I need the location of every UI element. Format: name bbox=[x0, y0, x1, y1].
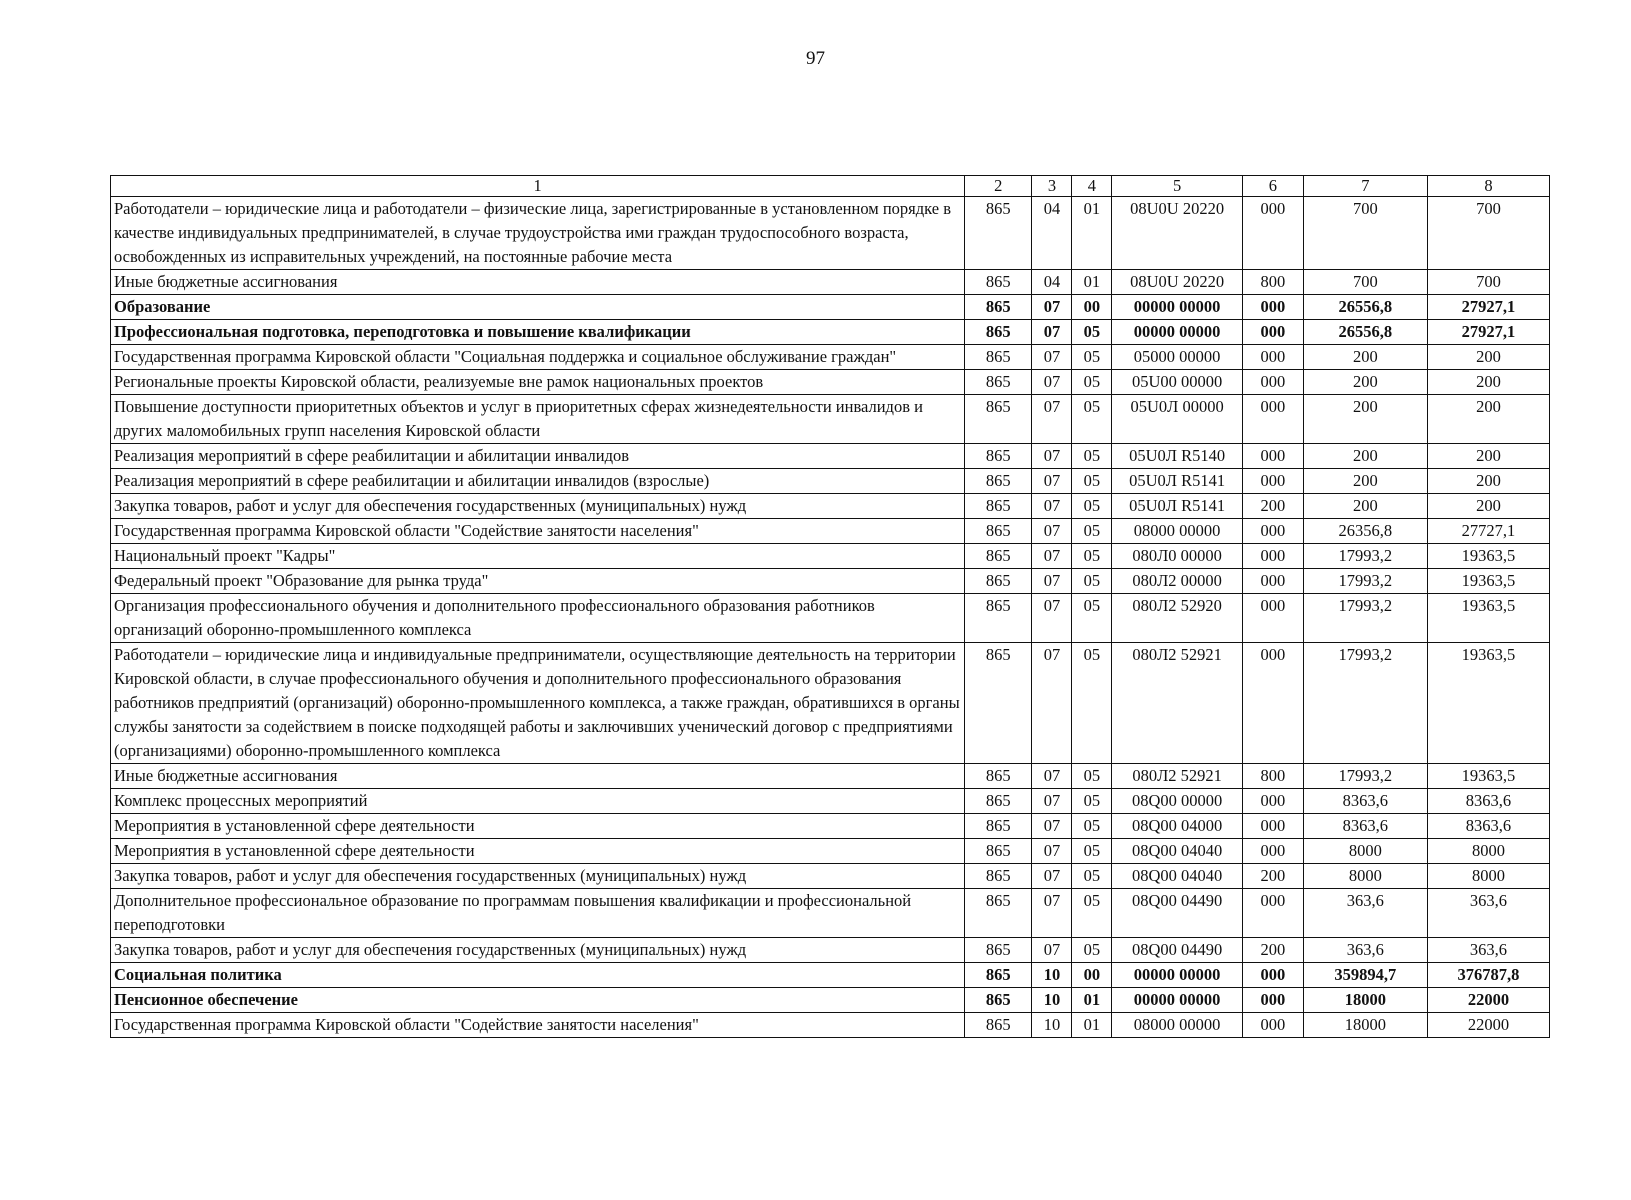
column-4-cell: 05 bbox=[1072, 889, 1112, 938]
amount-column-8-cell: 8363,6 bbox=[1427, 789, 1549, 814]
table-row bbox=[111, 988, 1550, 1013]
table-row bbox=[111, 494, 1550, 519]
column-2-cell: 865 bbox=[965, 594, 1032, 643]
column-4-cell: 05 bbox=[1072, 789, 1112, 814]
row-name-cell: Мероприятия в установленной сфере деятельности bbox=[111, 814, 965, 839]
column-2-cell: 865 bbox=[965, 270, 1032, 295]
table-row bbox=[111, 789, 1550, 814]
column-5-cell: 05U00 00000 bbox=[1112, 370, 1242, 395]
row-name-cell: Региональные проекты Кировской области, реализуемые вне рамок национальных проектов bbox=[111, 370, 965, 395]
column-4-cell: 05 bbox=[1072, 864, 1112, 889]
row-name-cell: Иные бюджетные ассигнования bbox=[111, 270, 965, 295]
table-row bbox=[111, 270, 1550, 295]
amount-column-7-cell: 200 bbox=[1303, 469, 1427, 494]
column-6-cell: 000 bbox=[1242, 320, 1303, 345]
amount-column-8-cell: 363,6 bbox=[1427, 938, 1549, 963]
amount-column-7-cell: 18000 bbox=[1303, 1013, 1427, 1038]
amount-column-8-cell: 19363,5 bbox=[1427, 594, 1549, 643]
header-cell: 5 bbox=[1112, 176, 1242, 197]
column-3-cell: 10 bbox=[1032, 963, 1072, 988]
amount-column-7-cell: 26356,8 bbox=[1303, 519, 1427, 544]
column-4-cell: 05 bbox=[1072, 814, 1112, 839]
column-5-cell: 08Q00 04000 bbox=[1112, 814, 1242, 839]
column-5-cell: 00000 00000 bbox=[1112, 320, 1242, 345]
row-name-cell: Реализация мероприятий в сфере реабилитации и абилитации инвалидов (взрослые) bbox=[111, 469, 965, 494]
row-name-cell: Дополнительное профессиональное образование по программам повышения квалификации и профессиональной переподготовки bbox=[111, 889, 965, 938]
column-3-cell: 10 bbox=[1032, 1013, 1072, 1038]
amount-column-7-cell: 200 bbox=[1303, 494, 1427, 519]
table-row bbox=[111, 569, 1550, 594]
amount-column-8-cell: 22000 bbox=[1427, 1013, 1549, 1038]
column-2-cell: 865 bbox=[965, 963, 1032, 988]
column-5-cell: 080Л2 52921 bbox=[1112, 764, 1242, 789]
column-5-cell: 08U0U 20220 bbox=[1112, 270, 1242, 295]
column-6-cell: 000 bbox=[1242, 544, 1303, 569]
amount-column-8-cell: 19363,5 bbox=[1427, 569, 1549, 594]
row-name-cell: Реализация мероприятий в сфере реабилитации и абилитации инвалидов bbox=[111, 444, 965, 469]
column-6-cell: 000 bbox=[1242, 519, 1303, 544]
column-3-cell: 07 bbox=[1032, 519, 1072, 544]
column-5-cell: 05000 00000 bbox=[1112, 345, 1242, 370]
row-name-cell: Государственная программа Кировской области "Содействие занятости населения" bbox=[111, 519, 965, 544]
amount-column-8-cell: 8363,6 bbox=[1427, 814, 1549, 839]
amount-column-8-cell: 200 bbox=[1427, 494, 1549, 519]
table-row bbox=[111, 594, 1550, 643]
column-4-cell: 05 bbox=[1072, 839, 1112, 864]
table-row bbox=[111, 469, 1550, 494]
column-3-cell: 07 bbox=[1032, 345, 1072, 370]
column-3-cell: 07 bbox=[1032, 395, 1072, 444]
column-4-cell: 05 bbox=[1072, 569, 1112, 594]
column-2-cell: 865 bbox=[965, 643, 1032, 764]
column-6-cell: 000 bbox=[1242, 469, 1303, 494]
column-5-cell: 00000 00000 bbox=[1112, 295, 1242, 320]
table-row bbox=[111, 444, 1550, 469]
amount-column-8-cell: 22000 bbox=[1427, 988, 1549, 1013]
column-6-cell: 800 bbox=[1242, 764, 1303, 789]
amount-column-8-cell: 376787,8 bbox=[1427, 963, 1549, 988]
column-6-cell: 000 bbox=[1242, 295, 1303, 320]
amount-column-7-cell: 18000 bbox=[1303, 988, 1427, 1013]
table-row bbox=[111, 295, 1550, 320]
amount-column-8-cell: 8000 bbox=[1427, 864, 1549, 889]
amount-column-8-cell: 200 bbox=[1427, 370, 1549, 395]
column-3-cell: 07 bbox=[1032, 889, 1072, 938]
row-name-cell: Мероприятия в установленной сфере деятельности bbox=[111, 839, 965, 864]
table-row bbox=[111, 519, 1550, 544]
column-5-cell: 08Q00 04040 bbox=[1112, 864, 1242, 889]
row-name-cell: Работодатели – юридические лица и работодатели – физические лица, зарегистрированные в установленном порядке в качестве индивидуальных предпринимателей, в случае трудоустройства ими граждан трудоспособного возраста, освобожденных из исправительных учреждений, на постоянные рабочие места bbox=[111, 197, 965, 270]
amount-column-7-cell: 200 bbox=[1303, 345, 1427, 370]
column-2-cell: 865 bbox=[965, 494, 1032, 519]
column-6-cell: 000 bbox=[1242, 963, 1303, 988]
column-3-cell: 07 bbox=[1032, 494, 1072, 519]
column-3-cell: 10 bbox=[1032, 988, 1072, 1013]
column-4-cell: 05 bbox=[1072, 938, 1112, 963]
column-2-cell: 865 bbox=[965, 938, 1032, 963]
table-row bbox=[111, 864, 1550, 889]
amount-column-7-cell: 700 bbox=[1303, 270, 1427, 295]
header-cell: 3 bbox=[1032, 176, 1072, 197]
column-6-cell: 000 bbox=[1242, 988, 1303, 1013]
column-6-cell: 000 bbox=[1242, 814, 1303, 839]
header-cell: 4 bbox=[1072, 176, 1112, 197]
table-row bbox=[111, 938, 1550, 963]
column-4-cell: 05 bbox=[1072, 594, 1112, 643]
column-6-cell: 000 bbox=[1242, 1013, 1303, 1038]
row-name-cell: Организация профессионального обучения и дополнительного профессионального образования работников организаций оборонно-промышленного комплекса bbox=[111, 594, 965, 643]
amount-column-7-cell: 200 bbox=[1303, 370, 1427, 395]
table-body bbox=[111, 197, 1550, 1038]
column-3-cell: 07 bbox=[1032, 444, 1072, 469]
column-2-cell: 865 bbox=[965, 764, 1032, 789]
amount-column-7-cell: 200 bbox=[1303, 444, 1427, 469]
row-name-cell: Комплекс процессных мероприятий bbox=[111, 789, 965, 814]
amount-column-8-cell: 19363,5 bbox=[1427, 643, 1549, 764]
column-4-cell: 01 bbox=[1072, 197, 1112, 270]
column-2-cell: 865 bbox=[965, 1013, 1032, 1038]
row-name-cell: Федеральный проект "Образование для рынка труда" bbox=[111, 569, 965, 594]
amount-column-8-cell: 200 bbox=[1427, 469, 1549, 494]
column-3-cell: 07 bbox=[1032, 764, 1072, 789]
amount-column-7-cell: 200 bbox=[1303, 395, 1427, 444]
amount-column-8-cell: 27927,1 bbox=[1427, 320, 1549, 345]
amount-column-8-cell: 200 bbox=[1427, 345, 1549, 370]
column-2-cell: 865 bbox=[965, 197, 1032, 270]
header-cell: 8 bbox=[1427, 176, 1549, 197]
table-row bbox=[111, 197, 1550, 270]
row-name-cell: Государственная программа Кировской области "Содействие занятости населения" bbox=[111, 1013, 965, 1038]
column-4-cell: 01 bbox=[1072, 988, 1112, 1013]
column-4-cell: 05 bbox=[1072, 519, 1112, 544]
amount-column-8-cell: 700 bbox=[1427, 270, 1549, 295]
column-6-cell: 000 bbox=[1242, 395, 1303, 444]
amount-column-7-cell: 17993,2 bbox=[1303, 544, 1427, 569]
column-2-cell: 865 bbox=[965, 370, 1032, 395]
amount-column-7-cell: 17993,2 bbox=[1303, 594, 1427, 643]
column-3-cell: 04 bbox=[1032, 197, 1072, 270]
column-2-cell: 865 bbox=[965, 569, 1032, 594]
column-6-cell: 000 bbox=[1242, 889, 1303, 938]
column-3-cell: 07 bbox=[1032, 643, 1072, 764]
column-2-cell: 865 bbox=[965, 295, 1032, 320]
column-5-cell: 08000 00000 bbox=[1112, 1013, 1242, 1038]
table-row bbox=[111, 963, 1550, 988]
column-4-cell: 05 bbox=[1072, 444, 1112, 469]
column-2-cell: 865 bbox=[965, 864, 1032, 889]
column-5-cell: 08Q00 04040 bbox=[1112, 839, 1242, 864]
column-6-cell: 000 bbox=[1242, 789, 1303, 814]
column-6-cell: 200 bbox=[1242, 938, 1303, 963]
amount-column-7-cell: 8000 bbox=[1303, 839, 1427, 864]
amount-column-8-cell: 200 bbox=[1427, 444, 1549, 469]
column-2-cell: 865 bbox=[965, 519, 1032, 544]
column-3-cell: 07 bbox=[1032, 839, 1072, 864]
table-row bbox=[111, 395, 1550, 444]
amount-column-7-cell: 8363,6 bbox=[1303, 814, 1427, 839]
table-row bbox=[111, 544, 1550, 569]
table-row bbox=[111, 320, 1550, 345]
column-5-cell: 080Л2 52921 bbox=[1112, 643, 1242, 764]
column-6-cell: 000 bbox=[1242, 197, 1303, 270]
column-4-cell: 05 bbox=[1072, 643, 1112, 764]
header-cell: 2 bbox=[965, 176, 1032, 197]
row-name-cell: Государственная программа Кировской области "Социальная поддержка и социальное обслуживание граждан" bbox=[111, 345, 965, 370]
column-5-cell: 080Л0 00000 bbox=[1112, 544, 1242, 569]
amount-column-8-cell: 700 bbox=[1427, 197, 1549, 270]
column-2-cell: 865 bbox=[965, 345, 1032, 370]
column-6-cell: 000 bbox=[1242, 345, 1303, 370]
column-3-cell: 07 bbox=[1032, 569, 1072, 594]
column-3-cell: 07 bbox=[1032, 469, 1072, 494]
amount-column-7-cell: 8000 bbox=[1303, 864, 1427, 889]
page-number: 97 bbox=[806, 48, 825, 69]
column-6-cell: 000 bbox=[1242, 839, 1303, 864]
column-6-cell: 000 bbox=[1242, 594, 1303, 643]
table-row bbox=[111, 345, 1550, 370]
column-6-cell: 200 bbox=[1242, 864, 1303, 889]
column-4-cell: 05 bbox=[1072, 494, 1112, 519]
column-4-cell: 05 bbox=[1072, 320, 1112, 345]
row-name-cell: Образование bbox=[111, 295, 965, 320]
table-row bbox=[111, 764, 1550, 789]
column-4-cell: 01 bbox=[1072, 270, 1112, 295]
amount-column-8-cell: 200 bbox=[1427, 395, 1549, 444]
table-row bbox=[111, 1013, 1550, 1038]
row-name-cell: Закупка товаров, работ и услуг для обеспечения государственных (муниципальных) нужд bbox=[111, 938, 965, 963]
column-3-cell: 07 bbox=[1032, 789, 1072, 814]
header-cell: 6 bbox=[1242, 176, 1303, 197]
column-3-cell: 07 bbox=[1032, 938, 1072, 963]
row-name-cell: Повышение доступности приоритетных объектов и услуг в приоритетных сферах жизнедеятельности инвалидов и других маломобильных групп населения Кировской области bbox=[111, 395, 965, 444]
row-name-cell: Социальная политика bbox=[111, 963, 965, 988]
table-row bbox=[111, 370, 1550, 395]
column-4-cell: 00 bbox=[1072, 963, 1112, 988]
column-4-cell: 05 bbox=[1072, 370, 1112, 395]
row-name-cell: Пенсионное обеспечение bbox=[111, 988, 965, 1013]
column-4-cell: 05 bbox=[1072, 395, 1112, 444]
amount-column-8-cell: 27727,1 bbox=[1427, 519, 1549, 544]
column-5-cell: 00000 00000 bbox=[1112, 988, 1242, 1013]
column-3-cell: 07 bbox=[1032, 544, 1072, 569]
amount-column-7-cell: 17993,2 bbox=[1303, 764, 1427, 789]
column-5-cell: 05U0Л R5140 bbox=[1112, 444, 1242, 469]
column-5-cell: 05U0Л R5141 bbox=[1112, 469, 1242, 494]
row-name-cell: Закупка товаров, работ и услуг для обеспечения государственных (муниципальных) нужд bbox=[111, 494, 965, 519]
row-name-cell: Профессиональная подготовка, переподготовка и повышение квалификации bbox=[111, 320, 965, 345]
column-5-cell: 080Л2 52920 bbox=[1112, 594, 1242, 643]
column-5-cell: 00000 00000 bbox=[1112, 963, 1242, 988]
column-5-cell: 08000 00000 bbox=[1112, 519, 1242, 544]
amount-column-7-cell: 26556,8 bbox=[1303, 320, 1427, 345]
column-6-cell: 800 bbox=[1242, 270, 1303, 295]
header-cell: 1 bbox=[111, 176, 965, 197]
column-3-cell: 07 bbox=[1032, 320, 1072, 345]
column-3-cell: 07 bbox=[1032, 295, 1072, 320]
amount-column-7-cell: 363,6 bbox=[1303, 938, 1427, 963]
column-5-cell: 080Л2 00000 bbox=[1112, 569, 1242, 594]
column-6-cell: 200 bbox=[1242, 494, 1303, 519]
budget-table bbox=[110, 175, 1550, 1038]
column-5-cell: 08Q00 04490 bbox=[1112, 938, 1242, 963]
amount-column-8-cell: 8000 bbox=[1427, 839, 1549, 864]
header-row bbox=[111, 176, 1550, 197]
column-3-cell: 07 bbox=[1032, 594, 1072, 643]
amount-column-7-cell: 17993,2 bbox=[1303, 569, 1427, 594]
amount-column-7-cell: 26556,8 bbox=[1303, 295, 1427, 320]
row-name-cell: Иные бюджетные ассигнования bbox=[111, 764, 965, 789]
amount-column-7-cell: 363,6 bbox=[1303, 889, 1427, 938]
column-2-cell: 865 bbox=[965, 789, 1032, 814]
amount-column-7-cell: 359894,7 bbox=[1303, 963, 1427, 988]
amount-column-7-cell: 700 bbox=[1303, 197, 1427, 270]
column-5-cell: 05U0Л R5141 bbox=[1112, 494, 1242, 519]
column-4-cell: 05 bbox=[1072, 345, 1112, 370]
column-3-cell: 07 bbox=[1032, 370, 1072, 395]
column-4-cell: 05 bbox=[1072, 469, 1112, 494]
header-cell: 7 bbox=[1303, 176, 1427, 197]
amount-column-8-cell: 363,6 bbox=[1427, 889, 1549, 938]
column-3-cell: 07 bbox=[1032, 864, 1072, 889]
column-4-cell: 05 bbox=[1072, 544, 1112, 569]
amount-column-8-cell: 27927,1 bbox=[1427, 295, 1549, 320]
column-5-cell: 08Q00 00000 bbox=[1112, 789, 1242, 814]
column-2-cell: 865 bbox=[965, 814, 1032, 839]
column-4-cell: 01 bbox=[1072, 1013, 1112, 1038]
table-row bbox=[111, 643, 1550, 764]
row-name-cell: Закупка товаров, работ и услуг для обеспечения государственных (муниципальных) нужд bbox=[111, 864, 965, 889]
column-5-cell: 08Q00 04490 bbox=[1112, 889, 1242, 938]
column-2-cell: 865 bbox=[965, 395, 1032, 444]
table-row bbox=[111, 839, 1550, 864]
column-2-cell: 865 bbox=[965, 988, 1032, 1013]
table-row bbox=[111, 889, 1550, 938]
column-6-cell: 000 bbox=[1242, 444, 1303, 469]
row-name-cell: Национальный проект "Кадры" bbox=[111, 544, 965, 569]
row-name-cell: Работодатели – юридические лица и индивидуальные предприниматели, осуществляющие деятельность на территории Кировской области, в случае профессионального обучения и дополнительного профессионального образования работников предприятий (организаций) оборонно-промышленного комплекса, а также граждан, обратившихся в органы службы занятости за содействием в поиске подходящей работы и заключивших ученический договор с предприятиями (организациями) оборонно-промышленного комплекса bbox=[111, 643, 965, 764]
column-6-cell: 000 bbox=[1242, 370, 1303, 395]
column-2-cell: 865 bbox=[965, 469, 1032, 494]
column-2-cell: 865 bbox=[965, 544, 1032, 569]
column-6-cell: 000 bbox=[1242, 643, 1303, 764]
amount-column-8-cell: 19363,5 bbox=[1427, 764, 1549, 789]
column-5-cell: 08U0U 20220 bbox=[1112, 197, 1242, 270]
column-4-cell: 00 bbox=[1072, 295, 1112, 320]
column-3-cell: 04 bbox=[1032, 270, 1072, 295]
column-4-cell: 05 bbox=[1072, 764, 1112, 789]
column-2-cell: 865 bbox=[965, 320, 1032, 345]
amount-column-8-cell: 19363,5 bbox=[1427, 544, 1549, 569]
column-3-cell: 07 bbox=[1032, 814, 1072, 839]
amount-column-7-cell: 17993,2 bbox=[1303, 643, 1427, 764]
amount-column-7-cell: 8363,6 bbox=[1303, 789, 1427, 814]
column-6-cell: 000 bbox=[1242, 569, 1303, 594]
column-2-cell: 865 bbox=[965, 889, 1032, 938]
table-row bbox=[111, 814, 1550, 839]
column-5-cell: 05U0Л 00000 bbox=[1112, 395, 1242, 444]
column-2-cell: 865 bbox=[965, 444, 1032, 469]
column-2-cell: 865 bbox=[965, 839, 1032, 864]
